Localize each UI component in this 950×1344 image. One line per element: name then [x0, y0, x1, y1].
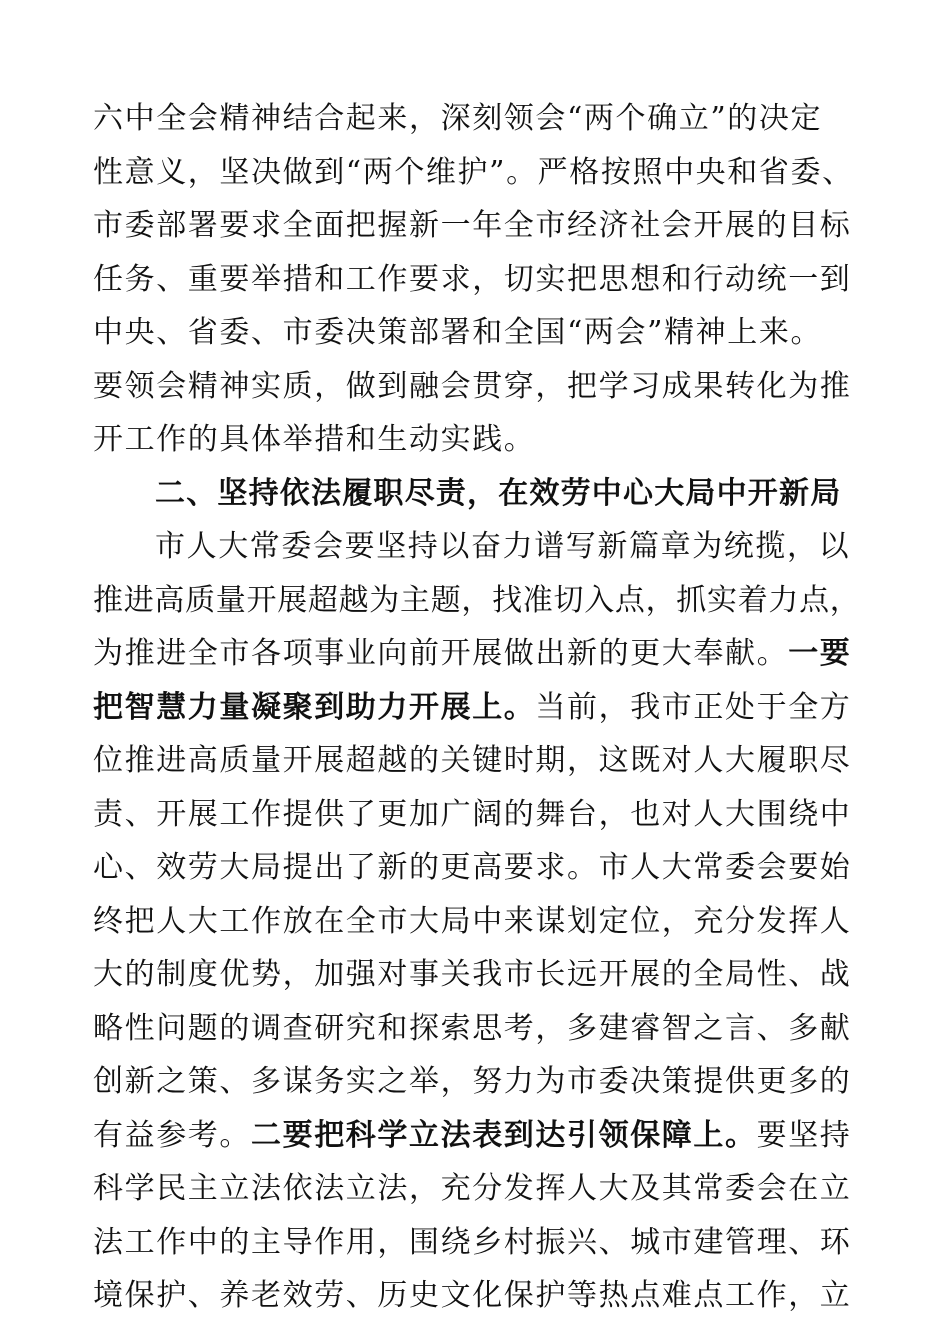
- text-line: 创新之策、多谋务实之举，努力为市委决策提供更多的: [93, 1064, 852, 1099]
- text-line: 市委部署要求全面把握新一年全市经济社会开展的目标: [93, 208, 852, 243]
- text-line: 有益参考。二要把科学立法表到达引领保障上。要坚持: [93, 1118, 852, 1153]
- bold-text: 把智慧力量凝聚到助力开展上。: [93, 690, 536, 725]
- text-line: 任务、重要举措和工作要求，切实把思想和行动统一到: [93, 262, 852, 297]
- text-line: 略性问题的调查研究和探索思考，多建睿智之言、多献: [93, 1011, 852, 1046]
- text-line: 性意义，坚决做到“两个维护”。严格按照中央和省委、: [93, 155, 854, 190]
- text-line: 科学民主立法依法立法，充分发挥人大及其常委会在立: [93, 1171, 852, 1206]
- bold-text: 一要: [788, 636, 852, 671]
- text-line: 责、开展工作提供了更加广阔的舞台，也对人大围绕中: [93, 797, 852, 832]
- text-line: 终把人大工作放在全市大局中来谋划定位，充分发挥人: [93, 904, 852, 939]
- text-line: 推进高质量开展超越为主题，找准切入点，抓实着力点，: [93, 583, 861, 618]
- text-line: 为推进全市各项事业向前开展做出新的更大奉献。一要: [93, 636, 852, 671]
- text-line: 要领会精神实质，做到融会贯穿，把学习成果转化为推: [93, 369, 852, 404]
- paragraph-first-line: 市人大常委会要坚持以奋力谱写新篇章为统揽，以: [155, 529, 851, 564]
- text-line: 六中全会精神结合起来，深刻领会“两个确立”的决定: [93, 101, 823, 136]
- bold-text: 二要把科学立法表到达引领保障上。: [251, 1118, 757, 1153]
- text-line: 心、效劳大局提出了新的更高要求。市人大常委会要始: [93, 850, 852, 885]
- text-line: 大的制度优势，加强对事关我市长远开展的全局性、战: [93, 957, 852, 992]
- text-line: 开工作的具体举措和生动实践。: [93, 422, 536, 457]
- text-line: 位推进高质量开展超越的关键时期，这既对人大履职尽: [93, 743, 852, 778]
- text-line: 中央、省委、市委决策部署和全国“两会”精神上来。: [93, 315, 823, 350]
- section-heading: 二、坚持依法履职尽责，在效劳中心大局中开新局: [155, 476, 842, 511]
- text-line: 把智慧力量凝聚到助力开展上。当前，我市正处于全方: [93, 690, 852, 725]
- text-line: 法工作中的主导作用，围绕乡村振兴、城市建管理、环: [93, 1225, 852, 1260]
- text-line: 境保护、养老效劳、历史文化保护等热点难点工作，立: [93, 1278, 852, 1313]
